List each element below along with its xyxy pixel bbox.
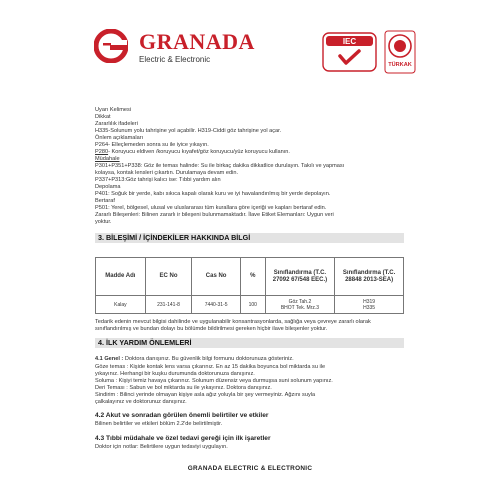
p280-text: - Koruyucu eldiven /koruyucu kıyafet/göz koruyucu/yüz koruyucu kullanın. — [108, 149, 290, 155]
p264-statement: P264- Elleçlemeden sonra su ile iyice yıkayın. — [95, 142, 209, 148]
storage-label: Depolama — [95, 184, 121, 190]
table-row — [96, 296, 404, 314]
disposal-label: Bertaraf — [95, 198, 115, 204]
cell-class-sea — [335, 296, 404, 314]
ingestion-cont: çalkalayınız ve doktorunuz danışınız. — [95, 399, 187, 405]
section-4-2-title: 4.2 Akut ve sonradan görülen önemli belirtiler ve etkiler — [95, 412, 269, 419]
section-4-3-text: Doktor için notlar: Belirtilere uygun tedaviyi uygulayın. — [95, 444, 228, 450]
first-aid-general — [95, 356, 294, 363]
page-footer: GRANADA ELECTRIC & ELECTRONIC — [187, 465, 313, 472]
response-label: Müdahale — [95, 156, 120, 162]
cell-class-67-548 — [265, 296, 335, 314]
turkak-badge-label: TÜRKAK — [388, 62, 412, 68]
p501-statement: P501: Yerel, bölgesel, ulusal ve uluslararası tüm kurallara göre içeriği ve kapları bertaraf edin. — [95, 205, 327, 211]
skin-contact: Deri Teması : Sabun ve bol miktarda su ile yıkayınız. Doktora danışınız. — [95, 385, 272, 391]
composition-table — [95, 257, 404, 314]
p301-statement-cont: kolaysa, kontak lensleri çıkartın. Durulamaya devam edin. — [95, 170, 239, 176]
brand-subtitle: Electric & Electronic — [139, 55, 211, 64]
general-label: 4.1 Genel : — [95, 356, 124, 362]
cell-percent: 100 — [240, 296, 265, 314]
class1-line-b: BHOT Tek. Mrz.3 — [280, 304, 319, 311]
section-4-2-text: Bilinen belirtiler ve etkileri bölüm 2.2'de belirtilmiştir. — [95, 421, 223, 427]
inhalation: Soluma : Kişiyi temiz havaya çıkarınız. Solunum düzensiz veya durmuşsa suni solunum yapınız. — [95, 378, 333, 384]
hazardous-components-cont: yoktur. — [95, 219, 112, 225]
col-header-substance: Madde Adı — [96, 258, 146, 296]
table-header-row — [96, 258, 404, 296]
class2-line-b: H335 — [363, 304, 376, 311]
eye-contact-cont: yıkayınız. Herhangi bir kuşku durumunda doktorunuza danışınız. — [95, 371, 255, 377]
cell-cas-no: 7440-31-5 — [192, 296, 241, 314]
section-3-note: Tedarik edenin mevcut bilgisi dahilinde ve uygulanabilir konsantrasyonlarda, sağlığa veya çevreye zararlı olarak sınıflandırılmış ve bundan dolayı bu bölümde bildirilmesi gereken hiçbir ilave bileşenler yoktur. — [95, 319, 371, 332]
col-header-class-sea: Sınıflandırma (T.C. 28848 2013-SEA) — [335, 258, 404, 296]
section-4-header: 4. İLK YARDIM ÖNLEMLERİ — [95, 338, 404, 348]
col-header-ec-no: EC No — [145, 258, 192, 296]
brand-name: GRANADA — [139, 29, 255, 54]
precautionary-label: Önlem açıklamaları — [95, 135, 144, 141]
general-text: Doktora danışınız. Bu güvenlik bilgi formunu doktorunuza gösteriniz. — [123, 356, 294, 362]
p401-statement: P401: Soğuk bir yerde, kabı sıkıca kapalı olarak kuru ve iyi havalandırılmış bir yerde depolayın. — [95, 191, 331, 197]
class2-line-a: H319 — [363, 298, 376, 305]
p337-statement: P337+P313:Göz tahrişi kalıcı ise: Tıbbi yardım alın — [95, 177, 221, 183]
hazardous-components: Zararlı Bileşenleri: Bilinen zararlı ir bileşeni bulunmamaktadır. İlave Etiket Elemanları: Uygun veri — [95, 212, 334, 218]
iec-badge-label: IEC — [342, 37, 357, 46]
hazard-statement-h335: H335-Solunum yolu tahrişine yol açabilir. H319-Ciddi göz tahrişine yol açar. — [95, 128, 282, 134]
p280-code: P280 — [95, 149, 109, 155]
signal-word-label: Uyarı Kelimesi — [95, 107, 132, 113]
ingestion: Sindirim : Bilinci yerinde olmayan kişiye asla ağız yoluyla bir şey vermeyiniz. Ağzını suyla — [95, 392, 316, 398]
cell-ec-no: 231-141-8 — [145, 296, 192, 314]
col-header-percent: % — [240, 258, 265, 296]
col-header-cas-no: Cas No — [192, 258, 241, 296]
turkak-accreditation-badge — [384, 30, 416, 74]
p280-statement — [95, 149, 290, 156]
col-header-class-67-548: Sınıflandırma (T.C. 27092 67/548 EEC.) — [265, 258, 335, 296]
hazard-statements-label: Zararlılık ifadeleri — [95, 121, 138, 127]
section-3-header: 3. BİLEŞİMİ / İÇİNDEKİLER HAKKINDA BİLGİ — [95, 233, 404, 243]
eye-contact: Göze temas : Kişide kontak lens varsa çıkarınız. En az 15 dakika boyunca bol miktarda su ile — [95, 364, 326, 370]
section-4-3-title: 4.3 Tıbbi müdahale ve özel tedavi gereği için ilk işaretler — [95, 435, 271, 442]
cell-substance: Kalay — [96, 296, 146, 314]
granada-logo-icon — [94, 29, 128, 63]
p301-statement: P301+P351+P338: Göz ile temas halinde: Su ile birkaç dakika dikkatlice durulayın. Takılı ve yapması — [95, 163, 345, 169]
iec-accreditation-badge — [322, 32, 377, 72]
class1-line-a: Göz Tah.2 — [288, 298, 312, 305]
signal-word-value: Dikkat — [95, 114, 111, 120]
